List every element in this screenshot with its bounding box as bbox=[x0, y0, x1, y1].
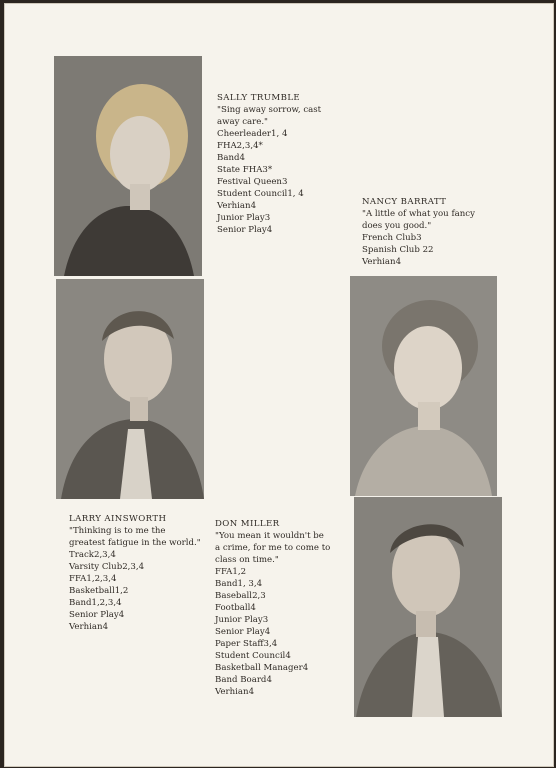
quote-line: greatest fatigue in the world." bbox=[69, 538, 201, 548]
activity-years: 4 bbox=[248, 687, 255, 697]
activity-row bbox=[69, 585, 209, 597]
student-entry-nancy bbox=[362, 196, 492, 268]
activity-years: 3 bbox=[281, 177, 288, 187]
activity-row bbox=[217, 212, 347, 224]
activity-name: Basketball bbox=[69, 586, 115, 596]
activity-name: FFA bbox=[215, 567, 233, 577]
activity-years: 1, 4 bbox=[271, 129, 288, 139]
activity-name: Senior Play bbox=[215, 627, 265, 637]
activity-name: FHA bbox=[217, 141, 237, 151]
activity-row bbox=[215, 614, 345, 626]
quote-line: "A little of what you fancy bbox=[362, 209, 475, 219]
activity-years: 4 bbox=[266, 675, 272, 685]
activity-row bbox=[69, 609, 209, 621]
activity-name: Senior Play bbox=[217, 225, 267, 235]
activity-name: Football bbox=[215, 603, 251, 613]
activity-row bbox=[215, 578, 345, 590]
activity-years: 4 bbox=[395, 257, 402, 267]
activity-years: 1,2,3,4 bbox=[86, 574, 117, 584]
quote-line: does you good." bbox=[362, 221, 432, 231]
activity-row bbox=[362, 232, 492, 244]
activity-years: 4 bbox=[302, 663, 309, 673]
portrait-silhouette-icon bbox=[54, 56, 202, 276]
student-name: SALLY TRUMBLE bbox=[217, 93, 301, 103]
portrait-photo-nancy bbox=[350, 276, 497, 496]
activity-row bbox=[217, 188, 347, 200]
activity-row bbox=[69, 549, 209, 561]
activity-years: 1,2 bbox=[232, 567, 247, 577]
activity-years: 2,3,4* bbox=[236, 141, 263, 151]
activity-years: 2,3,4 bbox=[93, 550, 116, 560]
portrait-photo-sally bbox=[54, 56, 202, 276]
student-entry-sally bbox=[217, 92, 347, 236]
portrait-silhouette-icon bbox=[354, 497, 502, 717]
activity-row bbox=[215, 638, 345, 650]
quote-line: "You mean it wouldn't be bbox=[215, 531, 324, 541]
activity-years: 1,2,3,4 bbox=[91, 598, 122, 608]
portrait-photo-don bbox=[354, 497, 502, 717]
activity-years: 4 bbox=[118, 610, 125, 620]
student-name: DON MILLER bbox=[215, 519, 280, 529]
activity-row bbox=[215, 686, 345, 698]
activity-row bbox=[217, 224, 347, 236]
student-name: LARRY AINSWORTH bbox=[69, 514, 167, 524]
activity-years: 4 bbox=[250, 201, 257, 211]
activity-row bbox=[69, 621, 209, 633]
activity-name: Verhian bbox=[69, 622, 103, 632]
student-name: NANCY BARRATT bbox=[362, 197, 447, 207]
activity-name: Paper Staff bbox=[215, 639, 264, 649]
activity-name: Band bbox=[69, 598, 92, 608]
quote-line: away care." bbox=[217, 117, 269, 127]
activity-row bbox=[217, 140, 347, 152]
portrait-silhouette-icon bbox=[350, 276, 497, 496]
activity-name: Band bbox=[217, 153, 240, 163]
activity-years: 2,3,4 bbox=[122, 562, 145, 572]
activity-name: French Club bbox=[362, 233, 417, 243]
activity-name: Basketball Manager bbox=[215, 663, 303, 673]
activity-name: Baseball bbox=[215, 591, 253, 601]
activity-row bbox=[217, 176, 347, 188]
activity-row bbox=[215, 602, 345, 614]
activity-years: 3* bbox=[262, 165, 273, 175]
activity-name: Verhian bbox=[215, 687, 249, 697]
quote-line: "Sing away sorrow, cast bbox=[217, 105, 322, 115]
activity-years: 3,4 bbox=[263, 639, 278, 649]
activity-row bbox=[217, 164, 347, 176]
activity-years: 2 bbox=[428, 245, 434, 255]
activity-name: Student Council bbox=[217, 189, 288, 199]
activity-name: Spanish Club 2 bbox=[362, 245, 429, 255]
activity-list bbox=[215, 566, 345, 698]
activity-row bbox=[69, 561, 209, 573]
activity-years: 4 bbox=[239, 153, 245, 163]
quote-line: a crime, for me to come to bbox=[215, 543, 331, 553]
activity-list bbox=[69, 549, 209, 633]
activity-row bbox=[362, 256, 492, 268]
activity-years: 1, 3,4 bbox=[237, 579, 263, 589]
quote-line: "Thinking is to me the bbox=[69, 526, 166, 536]
activity-years: 2,3 bbox=[252, 591, 266, 601]
activity-row bbox=[215, 590, 345, 602]
activity-years: 4 bbox=[285, 651, 291, 661]
activity-row bbox=[217, 152, 347, 164]
activity-years: 4 bbox=[102, 622, 109, 632]
activity-name: Cheerleader bbox=[217, 129, 272, 139]
activity-years: 1, 4 bbox=[287, 189, 304, 199]
activity-name: Verhian bbox=[217, 201, 251, 211]
activity-name: Festival Queen bbox=[217, 177, 282, 187]
activity-years: 4 bbox=[250, 603, 256, 613]
activity-row bbox=[215, 650, 345, 662]
activity-name: Varsity Club bbox=[69, 562, 123, 572]
activity-name: FFA bbox=[69, 574, 87, 584]
activity-name: Senior Play bbox=[69, 610, 119, 620]
activity-name: Junior Play bbox=[217, 213, 265, 223]
activity-years: 4 bbox=[266, 225, 273, 235]
student-entry-larry bbox=[69, 513, 209, 633]
activity-row bbox=[215, 566, 345, 578]
activity-years: 1,2 bbox=[114, 586, 129, 596]
activity-name: Verhian bbox=[362, 257, 396, 267]
activity-row bbox=[69, 573, 209, 585]
activity-list bbox=[217, 128, 347, 236]
activity-years: 3 bbox=[416, 233, 422, 243]
activity-row bbox=[362, 244, 492, 256]
activity-years: 4 bbox=[264, 627, 271, 637]
student-entry-don bbox=[215, 518, 345, 698]
activity-row bbox=[217, 128, 347, 140]
yearbook-page bbox=[4, 3, 554, 767]
activity-row bbox=[215, 626, 345, 638]
activity-years: 3 bbox=[262, 615, 269, 625]
activity-row bbox=[215, 662, 345, 674]
activity-name: Junior Play bbox=[215, 615, 263, 625]
activity-name: State FHA bbox=[217, 165, 263, 175]
activity-list bbox=[362, 232, 492, 268]
activity-row bbox=[215, 674, 345, 686]
activity-name: Track bbox=[69, 550, 94, 560]
activity-name: Band bbox=[215, 579, 238, 589]
activity-row bbox=[69, 597, 209, 609]
quote-line: class on time." bbox=[215, 555, 279, 565]
activity-name: Band Board bbox=[215, 675, 267, 685]
activity-row bbox=[217, 200, 347, 212]
activity-years: 3 bbox=[264, 213, 271, 223]
activity-name: Student Council bbox=[215, 651, 286, 661]
portrait-silhouette-icon bbox=[56, 279, 204, 499]
portrait-photo-larry bbox=[56, 279, 204, 499]
